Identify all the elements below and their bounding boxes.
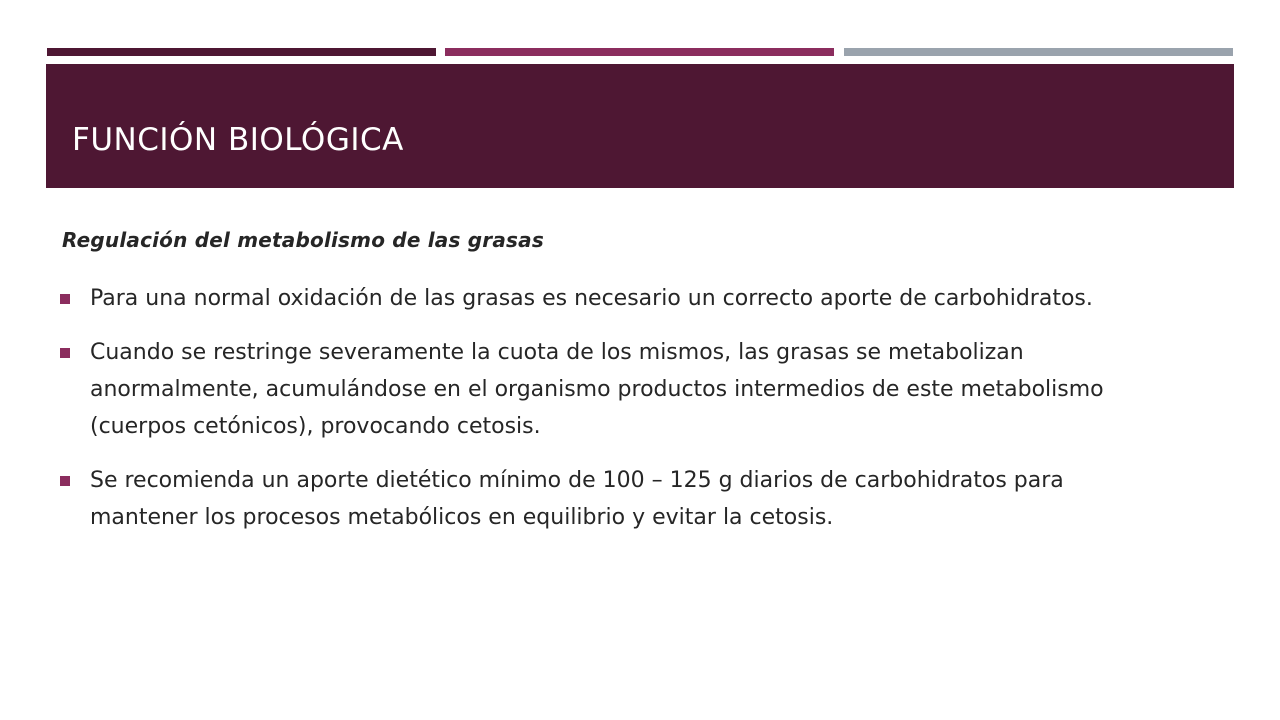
square-bullet-icon [60, 476, 70, 486]
bullet-text: Se recomienda un aporte dietético mínimo de 100 – 125 g diarios de carbohidratos para mantener los procesos metabólicos en equilibrio y evitar la cetosis. [90, 468, 1064, 530]
bullet-list [60, 280, 1160, 553]
slide-title: FUNCIÓN BIOLÓGICA [72, 122, 404, 158]
title-band [46, 64, 1234, 188]
accent-bar-gray [844, 48, 1233, 56]
square-bullet-icon [60, 348, 70, 358]
bullet-item [60, 462, 1160, 536]
accent-bar-magenta [445, 48, 834, 56]
accent-bar-dark [47, 48, 436, 56]
bullet-text: Para una normal oxidación de las grasas es necesario un correcto aporte de carbohidratos. [90, 286, 1093, 311]
bullet-text: Cuando se restringe severamente la cuota de los mismos, las grasas se metabolizan anormalmente, acumulándose en el organismo productos intermedios de este metabolismo (cuerpos cetónicos), provocando cetosis. [90, 340, 1104, 439]
square-bullet-icon [60, 294, 70, 304]
bullet-item [60, 334, 1160, 445]
slide-subtitle: Regulación del metabolismo de las grasas [62, 228, 544, 252]
bullet-item [60, 280, 1160, 317]
